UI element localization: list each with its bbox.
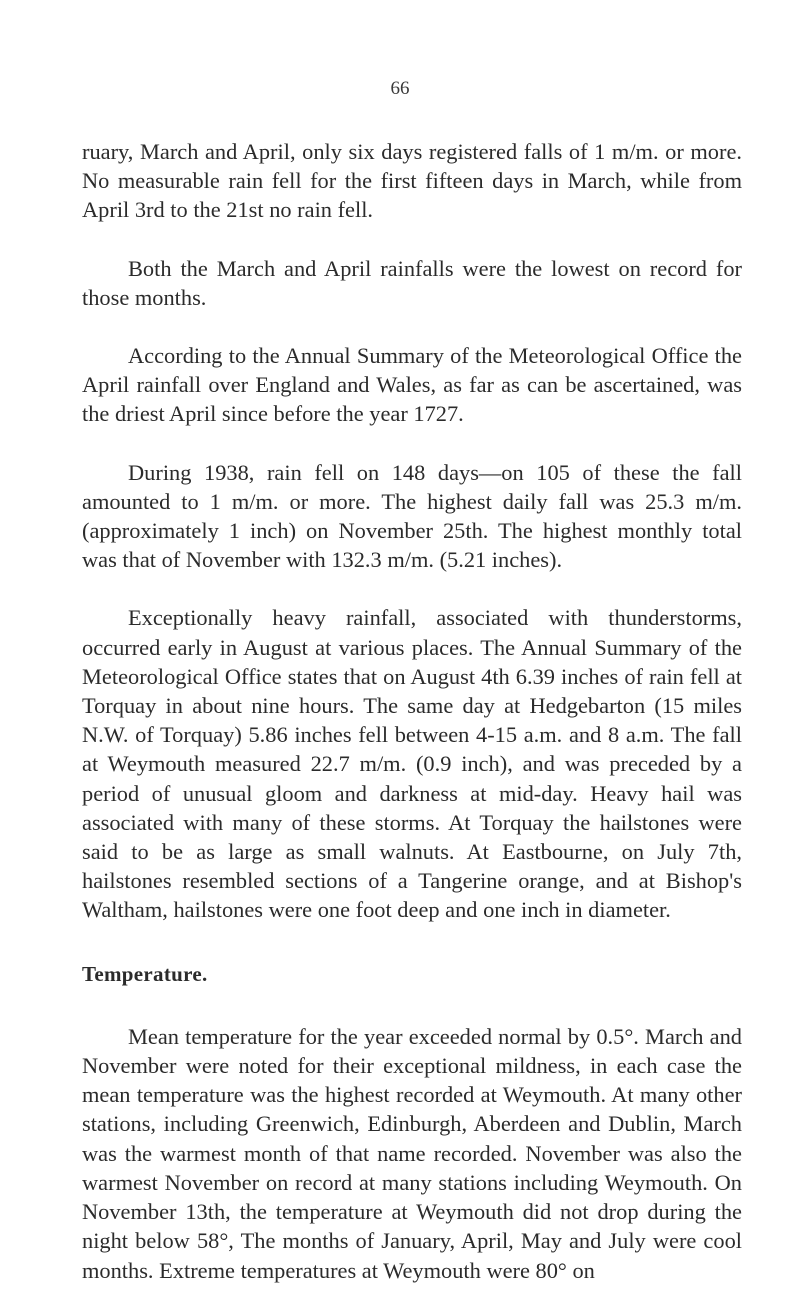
page-body bbox=[82, 137, 742, 1285]
paragraph-driest-april: According to the Annual Summary of the Meteorological Office the April rainfall over England and Wales, as far as can be ascertained, was the driest April since before the year 1727. bbox=[82, 343, 742, 427]
paragraph-rainfall-continuation: ruary, March and April, only six days registered falls of 1 m/m. or more. No measurable rain fell for the first fifteen days in March, while from April 3rd to the 21st no rain fell. bbox=[82, 139, 742, 223]
paragraph-lowest-record: Both the March and April rainfalls were the lowest on record for those months. bbox=[82, 255, 742, 310]
paragraph-1938-rainfall: During 1938, rain fell on 148 days—on 105 of these the fall amounted to 1 m/m. or more. The highest daily fall was 25.3 m/m. (approximately 1 inch) on November 25th. The highest monthly total was that of November with 132.3 m/m. (5.21 inches). bbox=[82, 459, 742, 573]
section-heading-temperature: Temperature. bbox=[82, 961, 208, 986]
paragraph-thunderstorms: Exceptionally heavy rainfall, associated with thunderstorms, occurred early in August at various places. The Annual Summary of the Meteorological Office states that on August 4th 6.39 inches of rain fell at Torquay in about nine hours. The same day at Hedgebarton (15 miles N.W. of Torquay) 5.86 inches fell between 4-15 a.m. and 8 a.m. The fall at Weymouth measured 22.7 m/m. (0.9 inch), and was preceded by a period of unusual gloom and darkness at mid-day. Heavy hail was associated with many of these storms. At Torquay the hailstones were said to be as large as small walnuts. At Eastbourne, on July 7th, hailstones resembled sections of a Tangerine orange, and at Bishop's Waltham, hailstones were one foot deep and one inch in diameter. bbox=[82, 605, 742, 923]
page-number: 66 bbox=[390, 78, 410, 99]
paragraph-mean-temperature: Mean temperature for the year exceeded normal by 0.5°. March and November were noted for their exceptional mildness, in each case the mean temperature was the highest recorded at Weymouth. At many other stations, including Greenwich, Edinburgh, Aberdeen and Dublin, March was the warmest month of that name recorded. November was also the warmest November on record at many stations including Weymouth. On November 13th, the temperature at Weymouth did not drop during the night below 58°, The months of January, April, May and July were cool months. Extreme temperatures at Weymouth were 80° on bbox=[82, 1023, 742, 1283]
